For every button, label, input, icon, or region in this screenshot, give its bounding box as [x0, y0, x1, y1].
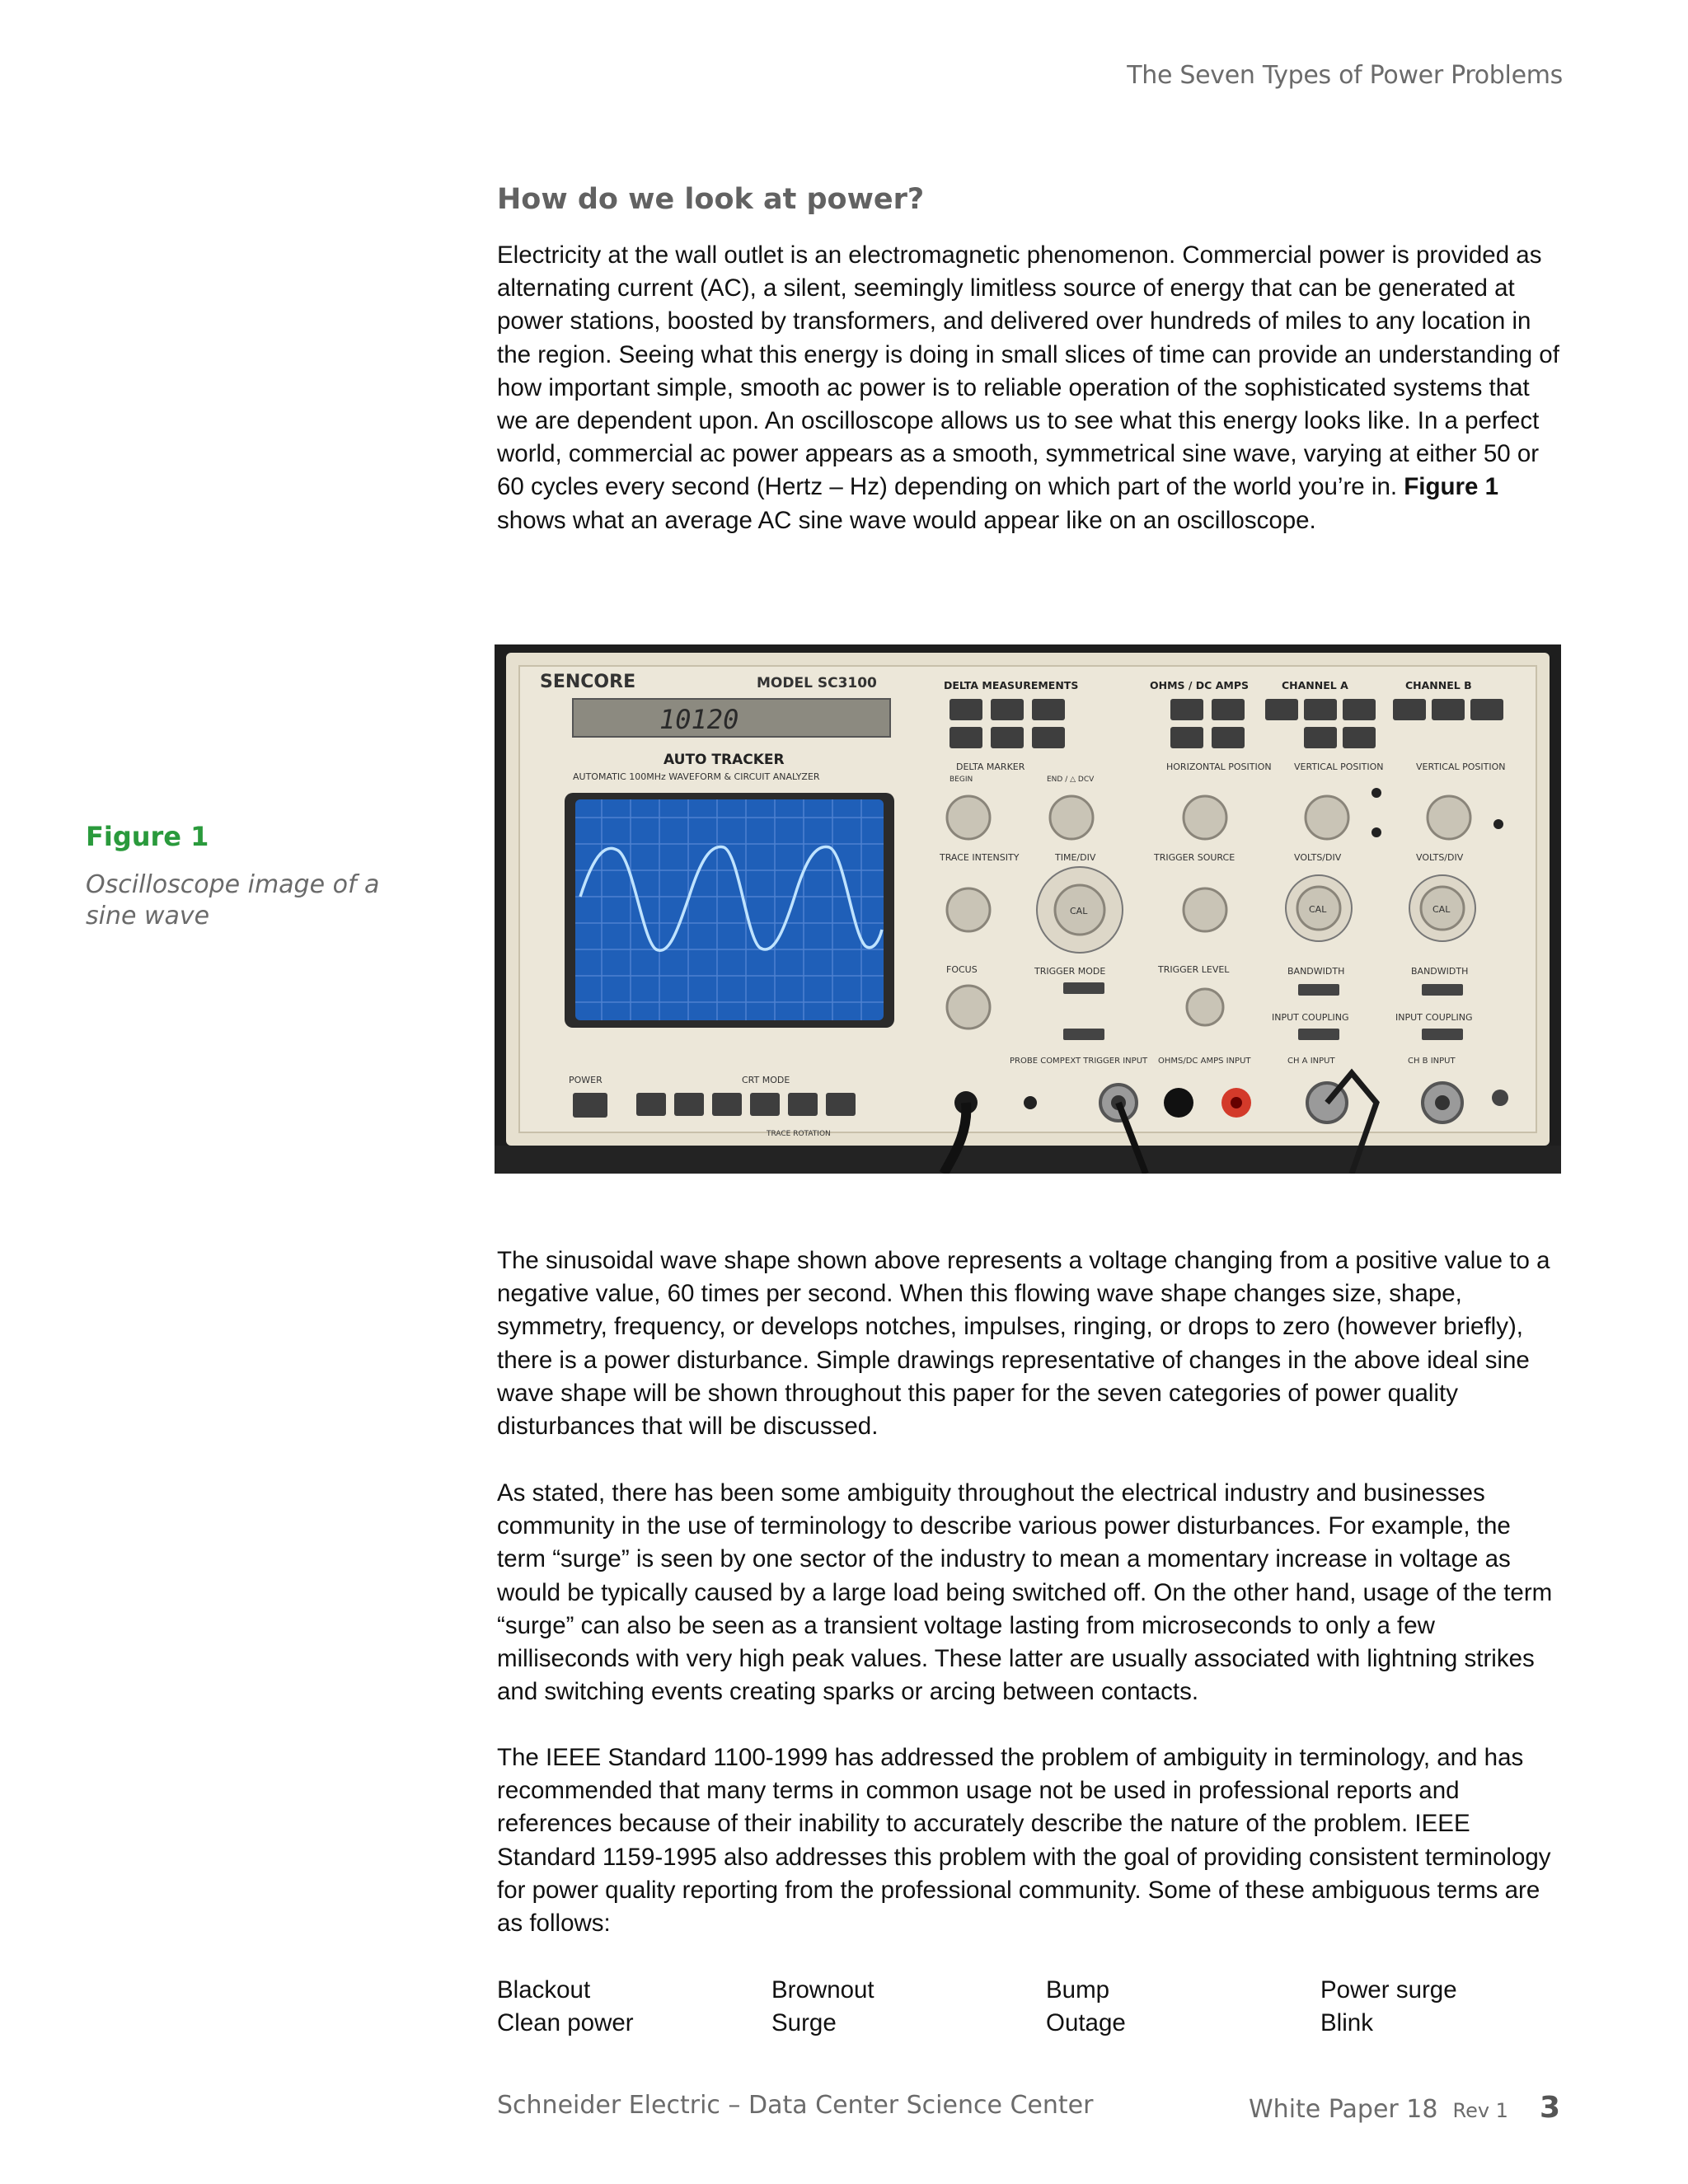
- analyzer-subtitle: AUTOMATIC 100MHz WAVEFORM & CIRCUIT ANALYZER: [573, 771, 820, 782]
- term-cell: Surge: [771, 2009, 837, 2037]
- horizontal-position-label: HORIZONTAL POSITION: [1166, 762, 1272, 772]
- input-coupling-a-label: INPUT COUPLING: [1272, 1012, 1349, 1023]
- volts-div-a-cal: CAL: [1309, 904, 1327, 915]
- footer-paper-info: [1249, 2091, 1560, 2125]
- body-paragraph-4: The IEEE Standard 1100-1999 has addressed the problem of ambiguity in terminology, and has recommended that many terms in common usage not be used in professional reports and references because of their inability to accurately describe the nature of the problem. IEEE Standard 1159-1995 also addresses this problem with the goal of providing consistent terminology for power quality reporting from the professional community. Some of these ambiguous terms are as follows:: [497, 1744, 1551, 1938]
- term-cell: Blink: [1320, 2009, 1373, 2037]
- footer-revision: Rev 1: [1452, 2099, 1508, 2122]
- page-number: 3: [1539, 2091, 1560, 2125]
- delta-measurements-label: DELTA MEASUREMENTS: [944, 679, 1079, 691]
- trace-intensity-label: TRACE INTENSITY: [940, 852, 1020, 863]
- lcd-reading: 10120: [659, 704, 739, 735]
- term-cell: Blackout: [497, 1976, 591, 2004]
- term-cell: Power surge: [1320, 1976, 1457, 2004]
- time-div-label: TIME/DIV: [1055, 852, 1096, 863]
- end-label: END / △ DCV: [1047, 776, 1095, 784]
- terms-row: [497, 1974, 1595, 2007]
- probe-comp-label: PROBE COMP: [1010, 1057, 1065, 1066]
- bandwidth-a-label: BANDWIDTH: [1287, 966, 1345, 977]
- body-paragraph-2: The sinusoidal wave shape shown above represents a voltage changing from a positive value to a negative value, 60 times per second. When this flowing wave shape changes size, shape, symmetry, frequency, or develops notches, impulses, ringing, or drops to zero (however briefly), there is a power disturbance. Simple drawings representative of changes in the above ideal sine wave shape will be shown throughout this paper for the seven categories of power quality disturbances that will be discussed.: [497, 1247, 1550, 1441]
- bandwidth-b-label: BANDWIDTH: [1411, 966, 1469, 977]
- volts-div-b-cal: CAL: [1432, 904, 1451, 915]
- body-paragraph-3: As stated, there has been some ambiguity throughout the electrical industry and businesses community in the use of terminology to describe various power disturbances. For example, the term “surge” is seen by one sector of the industry to mean a momentary increase in voltage as would be typically caused by a large load being switched off. On the other hand, usage of the term “surge” can also be seen as a transient voltage lasting from microseconds to only a few milliseconds with very high peak values. These latter are usually associated with lightning strikes and switching events creating sparks or arcing between contacts.: [497, 1479, 1553, 1706]
- power-label: POWER: [569, 1075, 603, 1085]
- trace-rotation-label: TRACE ROTATION: [767, 1130, 831, 1138]
- terms-row: [497, 2007, 1595, 2040]
- oscilloscope-photo: [495, 644, 1561, 1174]
- ohms-input-label: OHMS/DC AMPS INPUT: [1158, 1057, 1251, 1066]
- term-cell: Outage: [1046, 2009, 1126, 2037]
- volts-div-b-label: VOLTS/DIV: [1416, 852, 1464, 863]
- vertical-position-a-label: VERTICAL POSITION: [1294, 762, 1384, 772]
- ch-a-input-label: CH A INPUT: [1287, 1057, 1335, 1066]
- trigger-mode-label: TRIGGER MODE: [1034, 966, 1106, 977]
- volts-div-a-dial: [1286, 875, 1352, 941]
- time-div-cal: CAL: [1070, 906, 1088, 916]
- figure-label: Figure 1: [86, 821, 209, 852]
- auto-tracker-label: AUTO TRACKER: [663, 752, 785, 768]
- volts-div-b-dial: [1409, 875, 1475, 941]
- section-heading: How do we look at power?: [497, 183, 925, 216]
- running-header: The Seven Types of Power Problems: [1127, 61, 1563, 90]
- channel-b-label: CHANNEL B: [1405, 679, 1472, 691]
- time-div-dial: [1037, 867, 1123, 953]
- brand-text: SENCORE: [540, 672, 636, 692]
- figure-reference: Figure 1: [1404, 473, 1498, 501]
- crt-screen: [575, 799, 884, 1020]
- trigger-source-label: TRIGGER SOURCE: [1154, 852, 1236, 863]
- term-cell: Brownout: [771, 1976, 874, 2004]
- channel-a-label: CHANNEL A: [1282, 679, 1348, 691]
- input-coupling-b-label: INPUT COUPLING: [1395, 1012, 1473, 1023]
- trigger-level-label: TRIGGER LEVEL: [1158, 964, 1230, 975]
- intro-text-part1: Electricity at the wall outlet is an electromagnetic phenomenon. Commercial power is provided as alternating current (AC), a silent, seemingly limitless source of energy that can be generated at power stations, boosted by transformers, and delivered over hundreds of miles to any location in the region. Seeing what this energy is doing in small slices of time can provide an understanding of how important simple, smooth ac power is to reliable operation of the sophisticated systems that we are dependent upon. An oscilloscope allows us to see what this energy looks like. In a perfect world, commercial ac power appears as a smooth, symmetrical sine wave, varying at either 50 or 60 cycles every second (Hertz – Hz) depending on which part of the world you’re in.: [497, 241, 1559, 501]
- footer-paper-title: White Paper 18: [1249, 2095, 1438, 2124]
- crt-mode-label: CRT MODE: [742, 1075, 790, 1085]
- ext-trigger-label: EXT TRIGGER INPUT: [1065, 1057, 1148, 1066]
- delta-marker-label: DELTA MARKER: [956, 762, 1025, 772]
- focus-label: FOCUS: [946, 964, 978, 975]
- term-cell: Clean power: [497, 2009, 634, 2037]
- model-text: MODEL SC3100: [757, 675, 877, 691]
- intro-text-part2: shows what an average AC sine wave would appear like on an oscilloscope.: [497, 506, 1316, 534]
- ch-b-input-label: CH B INPUT: [1408, 1057, 1456, 1066]
- ambiguous-terms-table: [497, 1974, 1595, 2040]
- figure-caption: Oscilloscope image of a sine wave: [86, 870, 380, 930]
- vertical-position-b-label: VERTICAL POSITION: [1416, 762, 1506, 772]
- volts-div-a-label: VOLTS/DIV: [1294, 852, 1342, 863]
- page-footer: [497, 2091, 1560, 2124]
- ohms-dc-amps-label: OHMS / DC AMPS: [1150, 679, 1249, 691]
- begin-label: BEGIN: [950, 776, 973, 784]
- footer-organization: Schneider Electric – Data Center Science Center: [497, 2091, 1094, 2120]
- term-cell: Bump: [1046, 1976, 1110, 2004]
- intro-paragraph: [497, 239, 1564, 537]
